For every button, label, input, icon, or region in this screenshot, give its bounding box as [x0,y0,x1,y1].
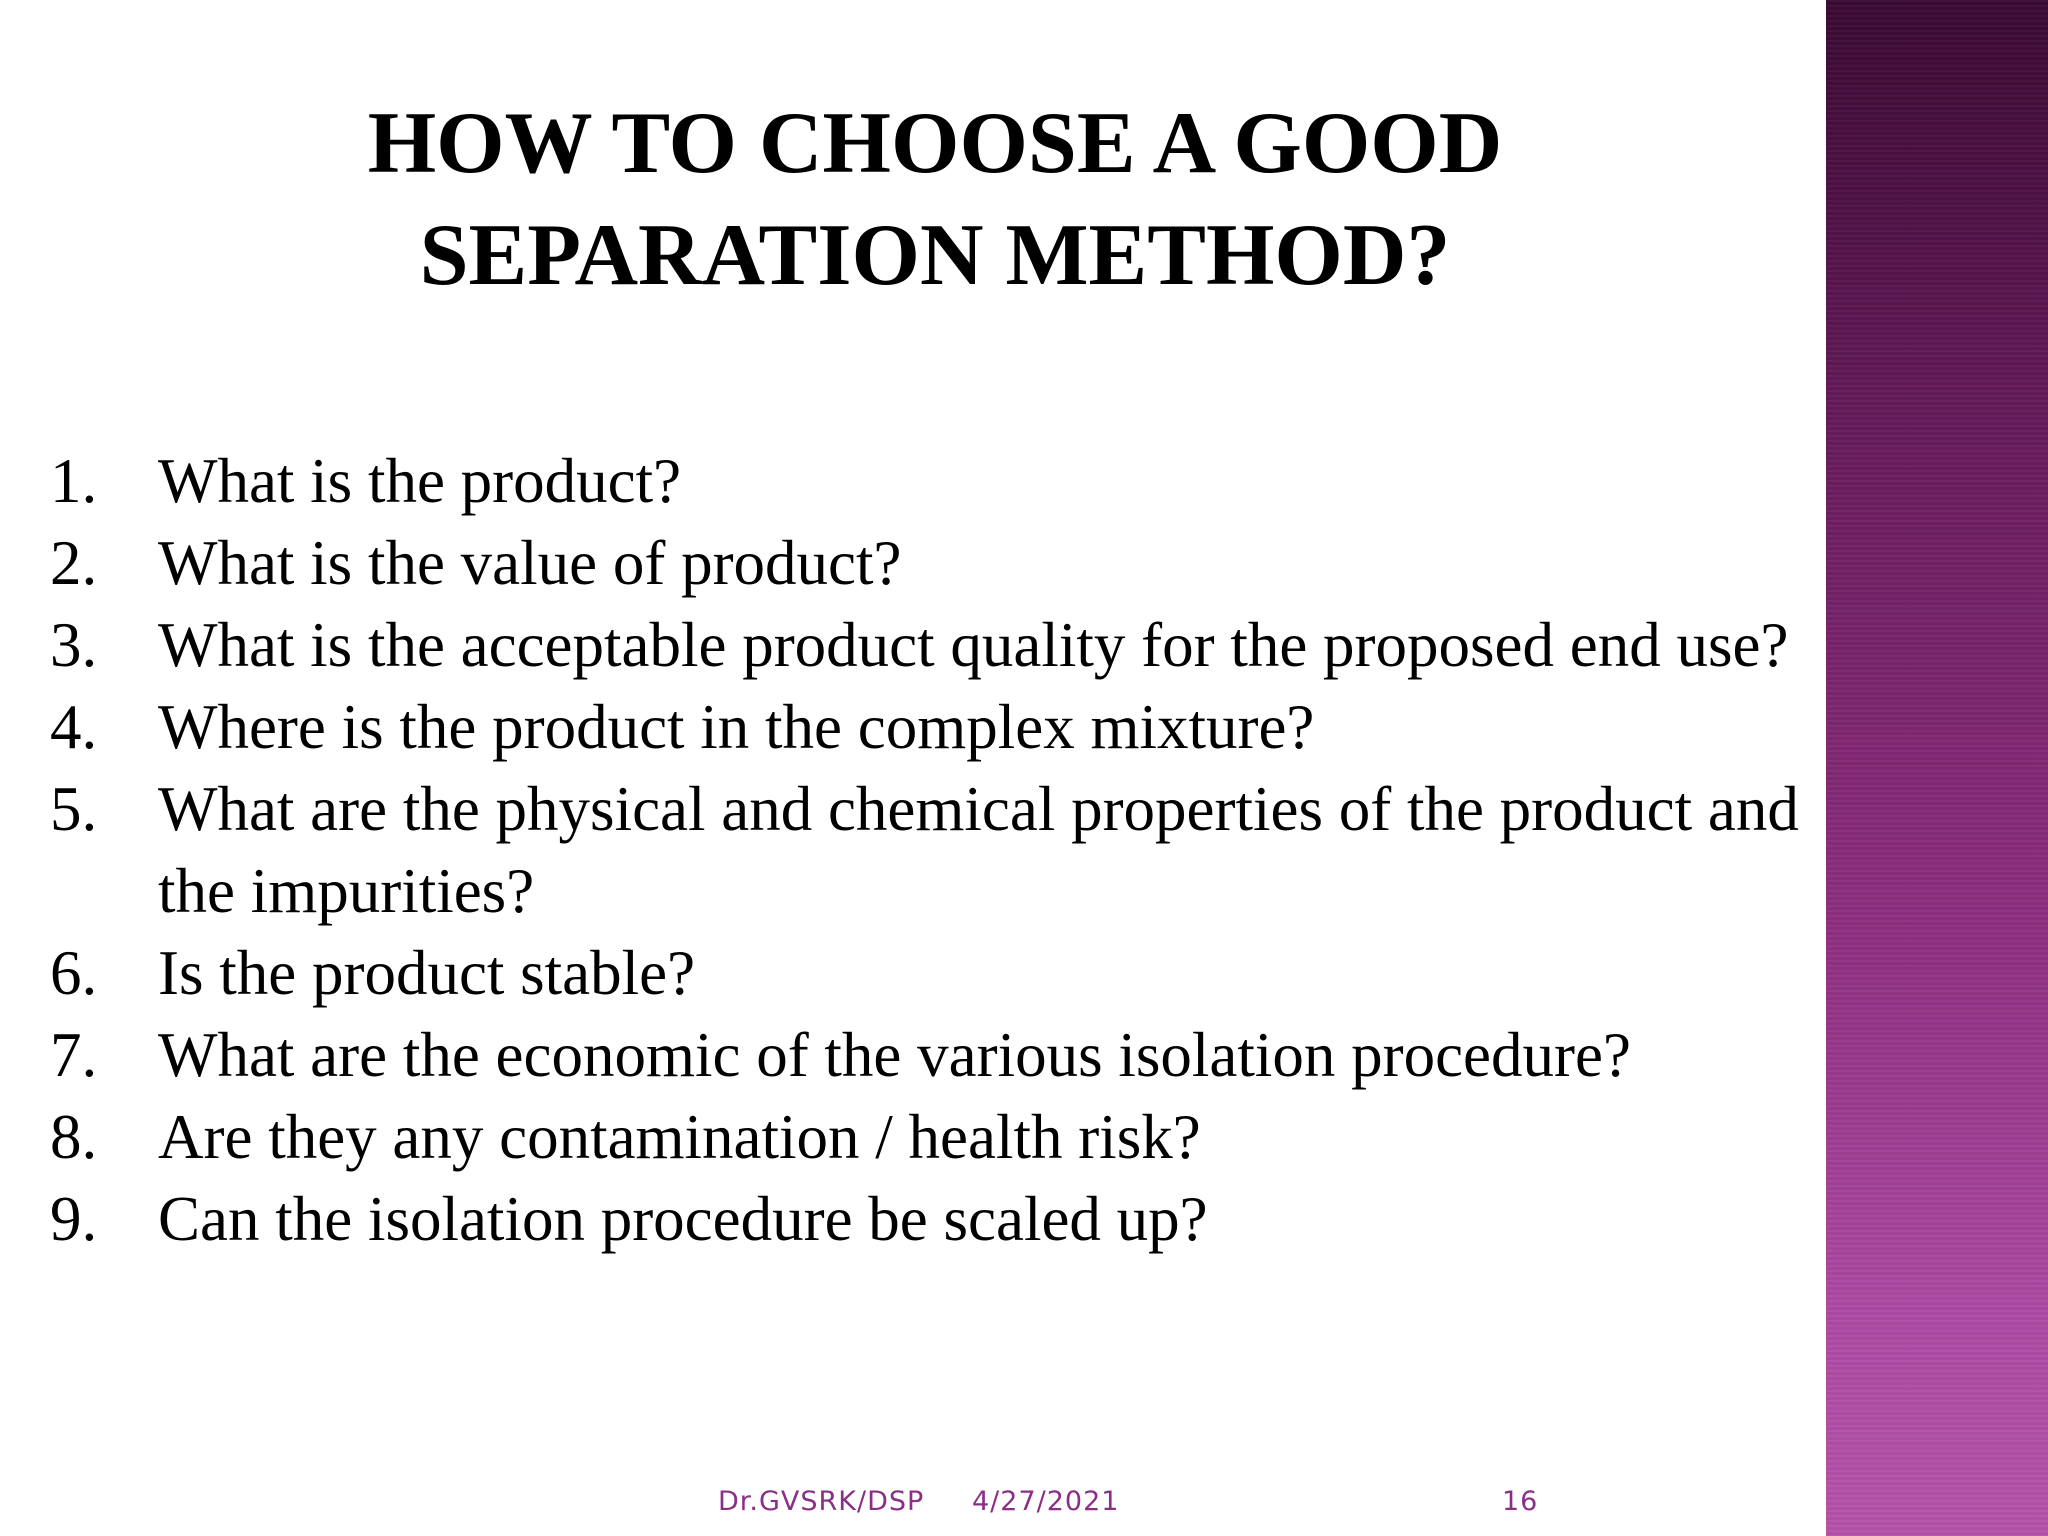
list-item-text: What is the value of product? [158,528,902,598]
slide-number: 16 [1502,1486,1539,1517]
list-item-text: Is the product stable? [158,938,696,1008]
list-item-text: Where is the product in the complex mixture? [158,692,1315,762]
list-item-number: 4. [50,692,98,762]
list-item [50,1096,1800,1178]
list-item [50,522,1800,604]
question-list [50,440,1800,1260]
list-item-number: 7. [50,1020,98,1090]
list-item-text: What are the physical and chemical properties of the product and the impurities? [158,774,1799,926]
list-item [50,440,1800,522]
list-item-text: What is the product? [158,446,682,516]
list-item [50,768,1800,932]
list-item [50,932,1800,1014]
list-item-number: 2. [50,528,98,598]
list-item-text: What is the acceptable product quality for the proposed end use? [158,610,1789,680]
list-item [50,604,1800,686]
list-item-text: Can the isolation procedure be scaled up? [158,1184,1208,1254]
list-item-number: 8. [50,1102,98,1172]
list-item-text: Are they any contamination / health risk? [158,1102,1201,1172]
slide-title: HOW TO CHOOSE A GOOD SEPARATION METHOD? [367,95,1503,304]
list-item-number: 5. [50,774,98,844]
list-item [50,1014,1800,1096]
list-item-number: 3. [50,610,98,680]
list-item-number: 1. [50,446,98,516]
decorative-side-band [1826,0,2048,1536]
list-item [50,1178,1800,1260]
list-item-number: 9. [50,1184,98,1254]
list-item [50,686,1800,768]
footer-author: Dr.GVSRK/DSP [718,1486,925,1517]
list-item-text: What are the economic of the various isolation procedure? [158,1020,1631,1090]
list-item-number: 6. [50,938,98,1008]
footer-date: 4/27/2021 [972,1486,1120,1517]
